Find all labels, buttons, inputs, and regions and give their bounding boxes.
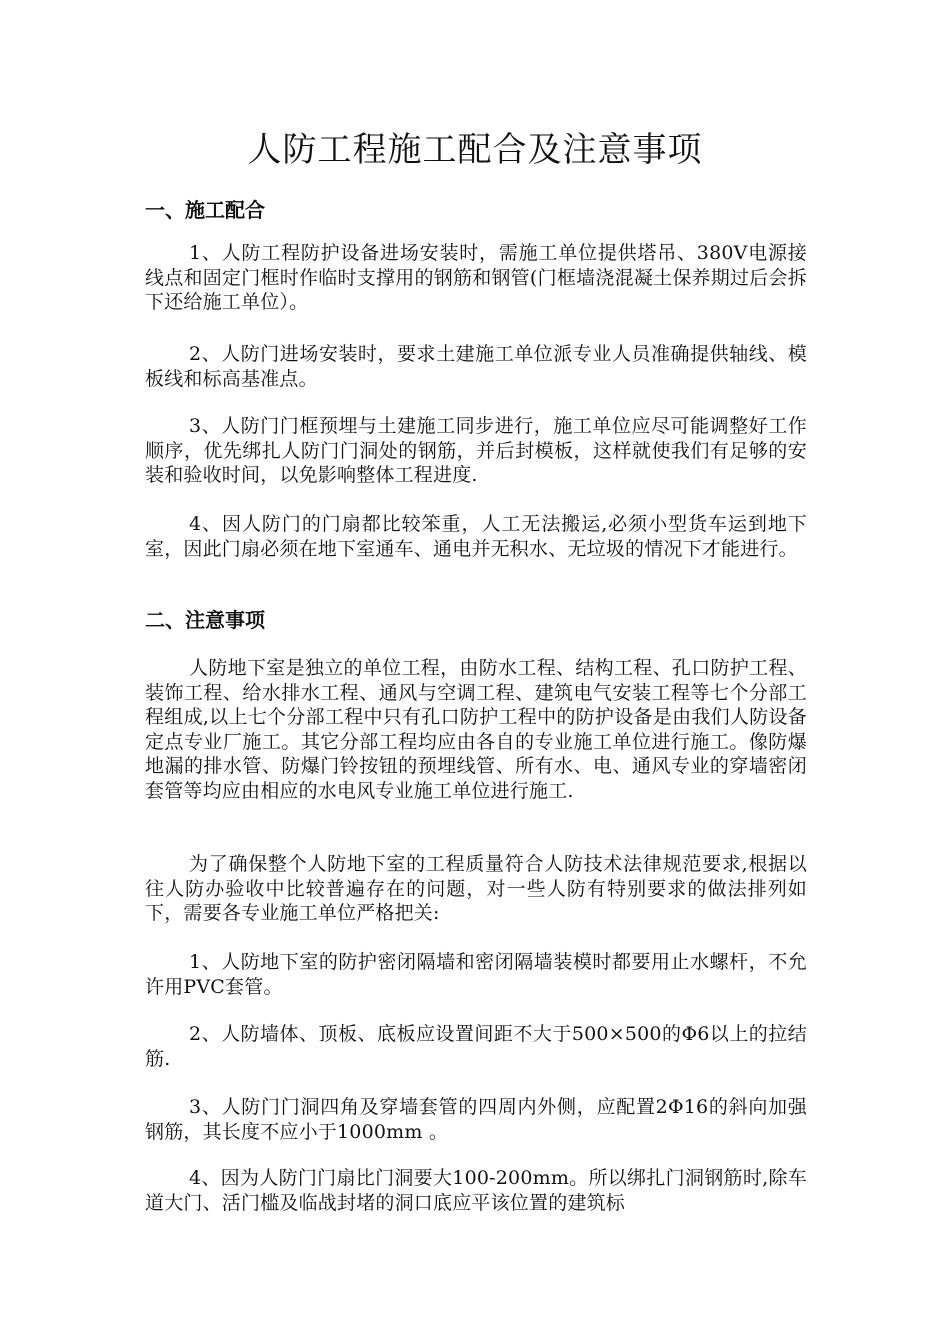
section-heading-cooperation: 一、施工配合 [145, 198, 265, 222]
paragraph-notes-4: 4、因为人防门门扇比门洞要大100-200mm。所以绑扎门洞钢筋时,除车道大门、活门槛及临战封堵的洞口底应平该位置的建筑标 [145, 1167, 807, 1214]
paragraph-notes-2: 2、人防墙体、顶板、底板应设置间距不大于500×500的Φ6以上的拉结筋. [145, 1023, 807, 1070]
section-heading-notes: 二、注意事项 [145, 608, 265, 632]
paragraph-cooperation-2: 2、人防门进场安装时，要求土建施工单位派专业人员准确提供轴线、模板线和标高基准点。 [145, 343, 807, 390]
paragraph-notes-intro: 人防地下室是独立的单位工程，由防水工程、结构工程、孔口防护工程、装饰工程、给水排水工程、通风与空调工程、建筑电气安装工程等七个分部工程组成,以上七个分部工程中只有孔口防护工程中的防护设备是由我们人防设备定点专业厂施工。其它分部工程均应由各自的专业施工单位进行施工。像防爆地漏的排水管、防爆门铃按钮的预埋线管、所有水、电、通风专业的穿墙密闭套管等均应由相应的水电风专业施工单位进行施工. [145, 657, 807, 802]
paragraph-notes-1: 1、人防地下室的防护密闭隔墙和密闭隔墙装模时都要用止水螺杆，不允许用PVC套管。 [145, 951, 807, 998]
paragraph-notes-requirements: 为了确保整个人防地下室的工程质量符合人防技术法律规范要求,根据以往人防办验收中比较普遍存在的问题，对一些人防有特别要求的做法排列如下，需要各专业施工单位严格把关: [145, 853, 807, 924]
paragraph-cooperation-1: 1、人防工程防护设备进场安装时，需施工单位提供塔吊、380V电源接线点和固定门框时作临时支撑用的钢筋和钢管(门框墙浇混凝土保养期过后会拆下还给施工单位）。 [145, 242, 807, 313]
document-title: 人防工程施工配合及注意事项 [247, 130, 703, 170]
paragraph-notes-3: 3、人防门门洞四角及穿墙套管的四周内外侧，应配置2Φ16的斜向加强钢筋，其长度不应小于1000mm 。 [145, 1096, 807, 1143]
paragraph-cooperation-3: 3、人防门门框预埋与土建施工同步进行，施工单位应尽可能调整好工作顺序，优先绑扎人防门门洞处的钢筋，并后封模板，这样就使我们有足够的安装和验收时间，以免影响整体工程进度. [145, 415, 807, 486]
paragraph-cooperation-4: 4、因人防门的门扇都比较笨重，人工无法搬运,必须小型货车运到地下室，因此门扇必须在地下室通车、通电并无积水、无垃圾的情况下才能进行。 [145, 513, 807, 560]
